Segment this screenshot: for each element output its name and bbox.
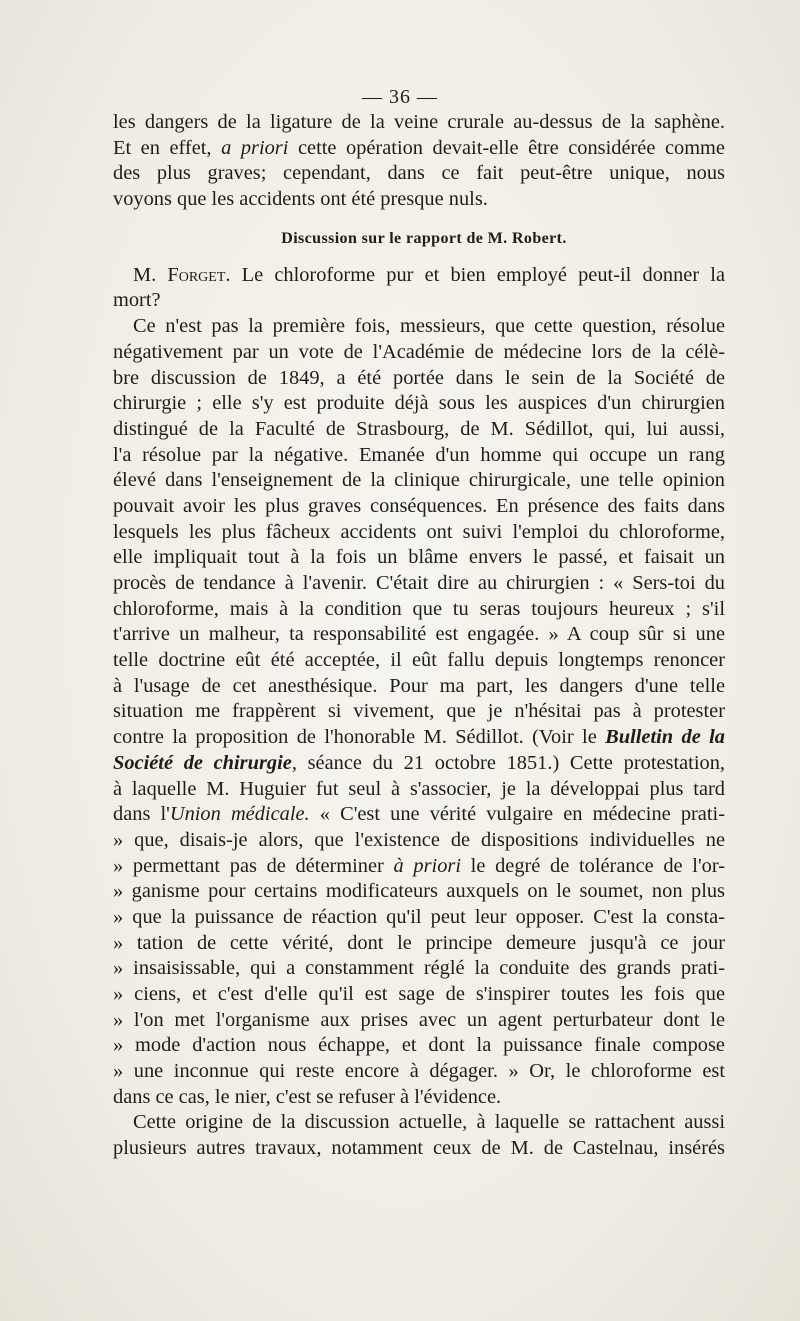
journal-title: Union médicale. — [169, 803, 310, 826]
page-number: — 36 — — [362, 86, 438, 108]
italic-phrase: a priori — [221, 136, 289, 159]
text-line: » ciens, et c'est d'elle qu'il est sage de s'inspirer toutes les fois que — [113, 983, 725, 1005]
text-line: » l'on met l'organisme aux prises avec un agent perturbateur dont le — [113, 1008, 725, 1031]
text-line: » que, disais-je alors, que l'existence de dispositions individuelles ne — [113, 828, 725, 851]
journal-title: Bulletin de la — [605, 726, 726, 749]
text-line: des plus graves; cependant, dans ce fait peut-être unique, nous — [113, 162, 725, 185]
text-line: » ganisme pour certains modificateurs auxquels on le soumet, non plus — [113, 880, 725, 903]
text-line: t'arrive un malheur, ta responsabilité est engagée. » A coup sûr si une — [113, 623, 725, 646]
speaker-name: M. Forget. — [133, 263, 231, 286]
text-line: bre discussion de 1849, a été portée dans le sein de la Société de — [113, 366, 725, 389]
text-line: » insaisissable, qui a constamment réglé la conduite des grands prati- — [113, 957, 725, 980]
text-line: M. Forget. Le chloroforme pur et bien employé peut-il donner la — [133, 263, 725, 286]
text-line: les dangers de la ligature de la veine crurale au-dessus de la saphène. — [113, 111, 725, 133]
text-line: plusieurs autres travaux, notamment ceux de M. de Castelnau, insérés — [113, 1137, 725, 1160]
text-line: » tation de cette vérité, dont le principe demeure jusqu'à ce jour — [113, 931, 725, 954]
text-line: l'a résolue par la négative. Emanée d'un homme qui occupe un rang — [113, 443, 725, 466]
text-line: Société de chirurgie, séance du 21 octobre 1851.) Cette protestation, — [113, 751, 725, 774]
page-body — [113, 110, 725, 1162]
text-line: » mode d'action nous échappe, et dont la puissance finale compose — [113, 1034, 725, 1057]
section-heading: Discussion sur le rapport de M. Robert. — [281, 229, 567, 247]
text-line: » que la puissance de réaction qu'il peut leur opposer. C'est la consta- — [113, 905, 725, 928]
text-line: dans l'Union médicale. « C'est une vérité vulgaire en médecine prati- — [113, 803, 725, 826]
text-line: » une inconnue qui reste encore à dégager. » Or, le chloroforme est — [113, 1060, 725, 1083]
text-line: chloroforme, mais à la condition que tu seras toujours heureux ; s'il — [113, 597, 725, 620]
text-line: négativement par un vote de l'Académie de médecine lors de la célè- — [113, 340, 725, 363]
text-line: mort? — [113, 289, 161, 312]
text-line: Et en effet, a priori cette opération devait-elle être considérée comme — [113, 136, 725, 159]
text-line: chirurgie ; elle s'y est produite déjà sous les auspices d'un chirurgien — [113, 392, 725, 415]
text-line: elle impliquait tout à la fois un blâme envers le passé, et faisait un — [113, 546, 725, 569]
intro-paragraph — [113, 110, 725, 213]
text-line: pouvait avoir les plus graves conséquences. En présence des faits dans — [113, 494, 725, 517]
text-line: distingué de la Faculté de Strasbourg, de M. Sédillot, qui, lui aussi, — [113, 417, 725, 440]
text-line: dans ce cas, le nier, c'est se refuser à l'évidence. — [113, 1085, 502, 1108]
text-line: Ce n'est pas la première fois, messieurs, que cette question, résolue — [133, 315, 725, 338]
journal-title: Société de chirurgie — [113, 751, 292, 774]
text-line: » permettant pas de déterminer à priori le degré de tolérance de l'or- — [113, 854, 725, 877]
text-line: voyons que les accidents ont été presque nuls. — [113, 188, 488, 211]
text-line: à laquelle M. Huguier fut seul à s'associer, je la développai plus tard — [113, 777, 725, 800]
main-paragraph — [113, 314, 725, 1110]
forget-paragraph — [113, 263, 725, 314]
text-line: contre la proposition de l'honorable M. Sédillot. (Voir le Bulletin de la — [113, 726, 726, 749]
text-line: à l'usage de cet anesthésique. Pour ma part, les dangers d'une telle — [113, 674, 725, 697]
text-line: Cette origine de la discussion actuelle, à laquelle se rattachent aussi — [133, 1111, 725, 1134]
text-line: lesquels les plus fâcheux accidents ont suivi l'emploi du chloroforme, — [113, 520, 725, 543]
italic-phrase: à priori — [393, 854, 461, 877]
text-line: telle doctrine eût été acceptée, il eût fallu depuis longtemps renoncer — [113, 649, 725, 672]
text-line: procès de tendance à l'avenir. C'était dire au chirurgien : « Sers-toi du — [113, 572, 725, 594]
closing-paragraph — [113, 1110, 725, 1161]
text-line: situation me frappèrent si vivement, que je n'hésitai pas à protester — [113, 700, 725, 723]
text-line: élevé dans l'enseignement de la clinique chirurgicale, une telle opinion — [113, 469, 725, 492]
